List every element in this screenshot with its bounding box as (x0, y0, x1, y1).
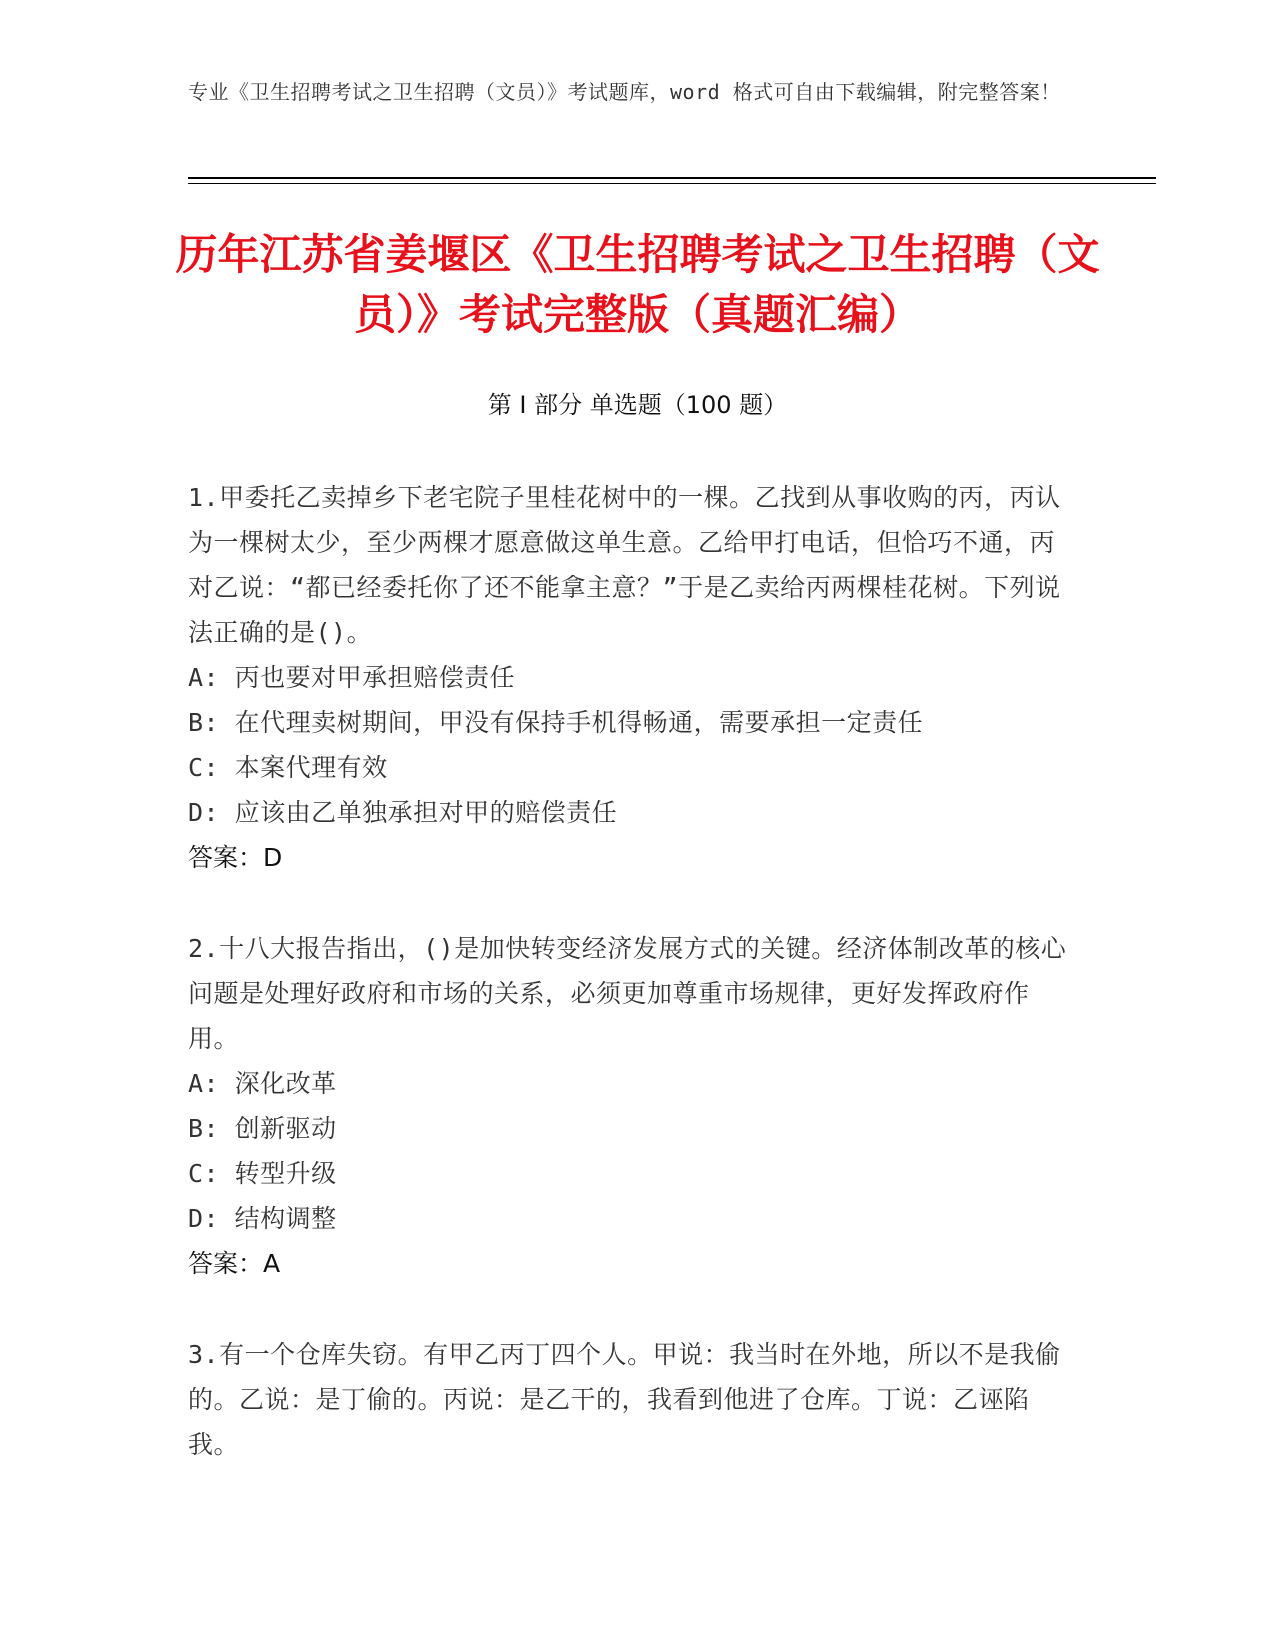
question-stem: 1.甲委托乙卖掉乡下老宅院子里桂花树中的一棵。乙找到从事收购的丙，丙认为一棵树太少，至少两棵才愿意做这单生意。乙给甲打电话，但恰巧不通，丙对乙说：“都已经委托你了还不能拿主意？”于是乙卖给丙两棵桂花树。下列说法正确的是()。 (188, 483, 1061, 647)
option-b: B: 在代理卖树期间，甲没有保持手机得畅通，需要承担一定责任 (188, 708, 924, 737)
option-d: D: 应该由乙单独承担对甲的赔偿责任 (188, 798, 618, 827)
header-note: 专业《卫生招聘考试之卫生招聘（文员）》考试题库，word 格式可自由下载编辑，附完整答案！ (188, 80, 1061, 104)
document-title: 历年江苏省姜堰区《卫生招聘考试之卫生招聘（文员）》考试完整版（真题汇编） (175, 230, 1100, 339)
header-divider-thick (188, 177, 1156, 179)
option-c: C: 本案代理有效 (188, 753, 388, 782)
option-a: A: 丙也要对甲承担赔偿责任 (188, 663, 516, 692)
option-c: C: 转型升级 (188, 1159, 337, 1188)
question-list (188, 475, 1068, 1513)
answer-line: 答案：A (188, 1249, 281, 1278)
answer-line: 答案：D (188, 843, 283, 872)
header-divider-thin (188, 183, 1156, 184)
question-1 (188, 475, 1068, 880)
option-b: B: 创新驱动 (188, 1114, 337, 1143)
question-stem: 2.十八大报告指出，()是加快转变经济发展方式的关键。经济体制改革的核心问题是处理好政府和市场的关系，必须更加尊重市场规律，更好发挥政府作用。 (188, 934, 1067, 1053)
question-stem: 3.有一个仓库失窃。有甲乙丙丁四个人。甲说：我当时在外地，所以不是我偷的。乙说：是丁偷的。丙说：是乙干的，我看到他进了仓库。丁说：乙诬陷我。 (188, 1340, 1061, 1459)
question-3 (188, 1332, 1068, 1467)
question-2 (188, 926, 1068, 1286)
option-d: D: 结构调整 (188, 1204, 337, 1233)
section-heading: 第 I 部分 单选题（100 题） (487, 391, 788, 419)
option-a: A: 深化改革 (188, 1069, 337, 1098)
